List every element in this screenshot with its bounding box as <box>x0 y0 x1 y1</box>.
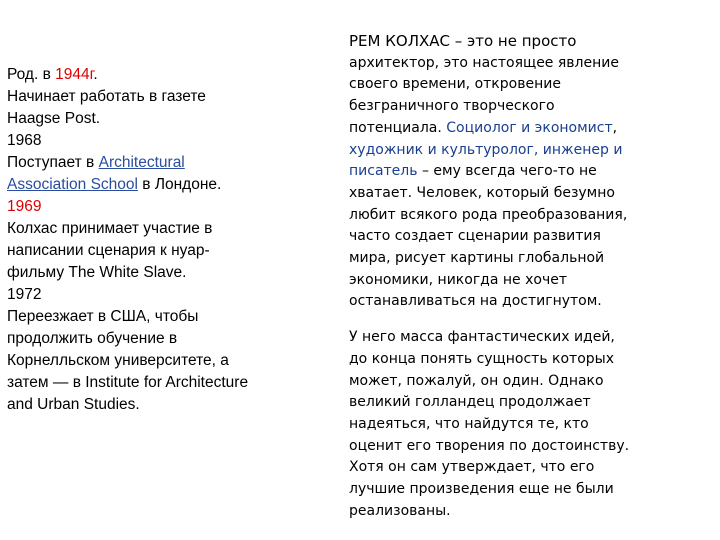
aa-school-link[interactable]: Architectural <box>98 154 185 171</box>
paragraph-line: оценит его творения по достоинству. <box>349 437 630 454</box>
paragraph-line: писатель – ему всегда чего-то не <box>349 163 597 180</box>
paragraph-line: может, пожалуй, он один. Однако <box>349 372 604 389</box>
year-1969: 1969 <box>7 198 42 215</box>
paragraph-line: потенциала. Социолог и экономист, <box>349 119 618 136</box>
paragraph-line: часто создает сценарии развития <box>349 228 601 245</box>
paragraph-spacer <box>349 313 719 327</box>
paragraph-line: безграничного творческого <box>349 98 555 115</box>
bio-line: Начинает работать в газете <box>7 88 206 105</box>
paragraph-line: мира, рисует картины глобальной <box>349 250 605 267</box>
bio-line: Переезжает в США, чтобы <box>7 308 199 325</box>
paragraph-line: реализованы. <box>349 502 451 519</box>
bio-line: продолжить обучение в <box>7 330 178 347</box>
emphasis-text: писатель <box>349 163 418 180</box>
paragraph-line: У него масса фантастических идей, <box>349 329 615 346</box>
bio-line: and Urban Studies. <box>7 396 140 413</box>
bio-line: Association School в Лондоне. <box>7 176 222 193</box>
bio-line: Корнелльском университете, а <box>7 352 229 369</box>
year-1972: 1972 <box>7 286 42 303</box>
bio-line: Haagse Post. <box>7 110 101 127</box>
year-1968: 1968 <box>7 132 42 149</box>
paragraph-line: Хотя он сам утверждает, что его <box>349 459 595 476</box>
aa-school-link-cont[interactable]: Association School <box>7 176 138 193</box>
paragraph-line: хватает. Человек, который безумно <box>349 184 615 201</box>
paragraph-line: любит всякого рода преобразования, <box>349 206 628 223</box>
description-column <box>349 31 719 522</box>
bio-line: затем — в Institute for Architecture <box>7 374 249 391</box>
bio-line-birth: Род. в 1944г. <box>7 66 98 83</box>
paragraph-line: лучшие произведения еще не были <box>349 481 614 498</box>
birth-year: 1944г <box>55 66 94 83</box>
emphasis-text: Социолог и экономист <box>446 119 613 136</box>
biography-timeline <box>7 64 307 416</box>
bio-line: Колхас принимает участие в <box>7 220 213 237</box>
paragraph-line: до конца понять сущность которых <box>349 350 614 367</box>
paragraph-line: архитектор, это настоящее явление <box>349 54 619 71</box>
paragraph-ideas <box>349 327 719 522</box>
paragraph-line: своего времени, откровение <box>349 76 561 93</box>
paragraph-line: великий голландец продолжает <box>349 394 591 411</box>
paragraph-intro <box>349 53 719 313</box>
paragraph-line: надеяться, что найдутся те, кто <box>349 415 589 432</box>
paragraph-line: экономики, никогда не хочет <box>349 271 567 288</box>
page-title: РЕМ КОЛХАС – это не просто <box>349 32 577 50</box>
bio-line: фильму The White Slave. <box>7 264 187 281</box>
bio-line: Поступает в Architectural <box>7 154 185 171</box>
paragraph-line: останавливаться на достигнутом. <box>349 293 602 310</box>
bio-line: написании сценария к нуар- <box>7 242 210 259</box>
emphasis-line: художник и культуролог, инженер и <box>349 141 623 158</box>
